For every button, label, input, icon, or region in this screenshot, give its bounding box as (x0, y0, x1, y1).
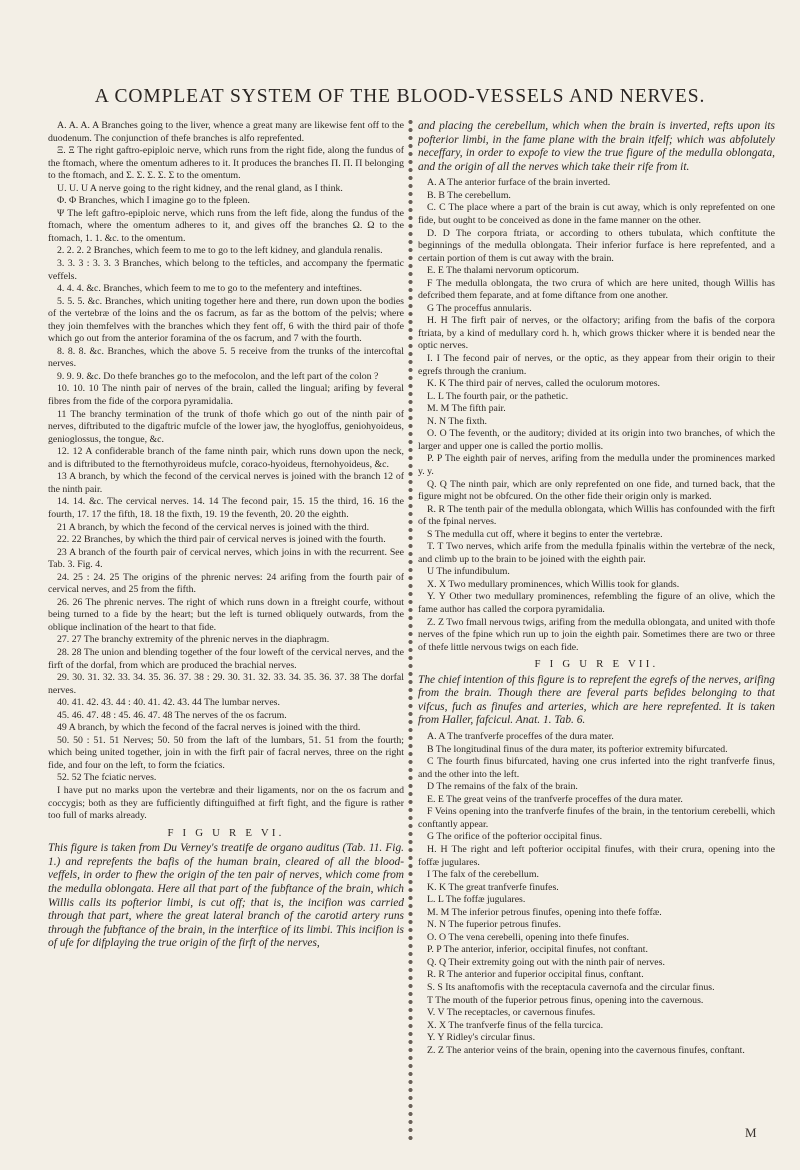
legend-entry: Ξ. Ξ The right gaftro-epiploic nerve, which runs from the right fide, along the fundus of the ftomach, where the omentum adheres to it. It produces the branches Π. Π. Π belonging to the ftomach, and Σ. Σ. Σ. Σ. Σ to the omentum. (48, 145, 404, 182)
figure-6-intro-continued: and placing the cerebellum, which when the brain is inverted, refts upon its pofterior limbi, in the fame plane with the brain itfelf; which was abfolutely neceffary, in order to expofe to view the true figure of the medulla oblongata, and the origin of all the nerves which take their rife from it. (418, 120, 775, 173)
legend-entry: 50. 50 : 51. 51 Nerves; 50. 50 from the laft of the lumbars, 51. 51 from the fourth; which being united together, join in with the firft pair of facral nerves, three on the right fide, and four on the left, to form the fciatics. (48, 734, 404, 771)
figure-7-entry: E. E The great veins of the tranfverfe proceffes of the dura mater. (427, 793, 683, 805)
legend-entry: I have put no marks upon the vertebræ and their ligaments, nor on the os facrum and coccygis; both as they are fufficiently diftinguifhed at firft fight, and the figure is rather too full of marks already. (48, 784, 404, 822)
legend-entry: 29. 30. 31. 32. 33. 34. 35. 36. 37. 38 : 29. 30. 31. 32. 33. 34. 35. 36. 37. 38 The dorfal nerves. (48, 672, 404, 696)
figure-7-legend (418, 731, 775, 1057)
running-header: A COMPLEAT SYSTEM OF THE BLOOD-VESSELS AND NERVES. (94, 86, 706, 107)
figure-6-entry: F The medulla oblongata, the two crura of which are here united, though Willis has defcribed them feparate, and at fome diftance from one another. (418, 277, 775, 302)
figure-6-entry: H. H The firft pair of nerves, or the olfactory; arifing from the bafis of the corpora ftriata, by a kind of medullary cord h. h, which grows thicker where it is bended near the optic nerves. (418, 315, 775, 352)
figure-6-entry: M. M The fifth pair. (427, 403, 506, 415)
figure-7-entry: C The fourth finus bifurcated, having one crus inferted into the right tranfverfe finus, and the other into the left. (418, 756, 775, 780)
figure-7-entry: I The falx of the cerebellum. (427, 869, 539, 881)
legend-entry: Ψ The left gaftro-epiploic nerve, which runs from the left fide, along the fundus of the ftomach, where the omentum adheres to it, and gives off the branches Ω. Ω to the ftomach, 1. 1. &c. to the omentum. (48, 207, 404, 244)
figure-7-entry: R. R The anterior and fuperior occipital finus, conftant. (427, 969, 644, 981)
figure-6-entry: P. P The eighth pair of nerves, arifing from the medulla under the prominences marked y. y. (418, 453, 775, 477)
legend-entry: 45. 46. 47. 48 : 45. 46. 47. 48 The nerves of the os facrum. (57, 709, 287, 721)
figure-7-entry: G The orifice of the pofterior occipital finus. (427, 831, 603, 843)
figure-6-entry: C. C The place where a part of the brain is cut away, which is only reprefented on one fide, but ought to be conceived as done in the fame manner on the other. (418, 202, 775, 227)
figure-6-entry: X. X Two medullary prominences, which Willis took for glands. (427, 578, 680, 590)
left-column-items (48, 120, 404, 823)
legend-entry: 2. 2. 2. 2 Branches, which feem to me to go to the left kidney, and glandula renalis. (57, 245, 383, 257)
figure-6-entry: S The medulla cut off, where it begins to enter the vertebræ. (427, 528, 663, 540)
figure-6-entry: D. D The corpora ftriata, or according to others tubulata, which conftitute the beginnings of the medulla oblongata. Their inferior furface is here reprefented, and a certain portion of them is cut away with the brain. (418, 227, 775, 264)
figure-6-intro: This figure is taken from Du Verney's treatife de organo auditus (Tab. 11. Fig. 1.) and reprefents the bafis of the human brain, cleared of all the blood-veffels, in order to fhew the origin of the ten pair of nerves, which come from the medulla oblongata. Here all that part of the fubftance of the brain, which Willis calls its pofterior limbi, is cut off; that is, the incifion was carried through that part, where the great lateral branch of the carotid artery runs through the fubftance of the brain, in the interftice of its limbi. This incifion is of ufe for difplaying the true origin of the firft of the nerves, (48, 842, 404, 950)
figure-7-entry: X. X The tranfverfe finus of the fella turcica. (427, 1019, 604, 1031)
figure-7-entry: Y. Y Ridley's circular finus. (427, 1032, 536, 1044)
figure-6-legend (418, 177, 775, 654)
figure-6-entry: B. B The cerebellum. (427, 189, 511, 201)
legend-entry: 11 The branchy termination of the trunk of thofe which go out of the ninth pair of nerves, diftributed to the digaftric mufcle of the lower jaw, the hyogloffus, geniohyoideus, genioglossus, the tongue, &c. (48, 408, 404, 445)
figure-6-entry: L. L The fourth pair, or the pathetic. (427, 390, 569, 402)
figure-7-heading: F I G U R E VII. (534, 658, 659, 671)
figure-6-entry: Z. Z Two fmall nervous twigs, arifing from the medulla oblongata, and united with thofe nerves of the fpine which run up to join the eighth pair. Sometimes there are two or three of thefe little nervous twigs on each fide. (418, 616, 775, 653)
legend-entry: Φ. Φ Branches, which I imagine go to the fpleen. (57, 195, 250, 207)
legend-entry: 10. 10. 10 The ninth pair of nerves of the brain, called the lingual; arifing by feveral fibres from the fide of the corpora pyramidalia. (48, 383, 404, 408)
legend-entry: 26. 26 The phrenic nerves. The right of which runs down in a ftreight courfe, without being turned to a fide by the heart; but the left is turned obliquely outwards, from the oblique inclination of the heart to that fide. (48, 596, 404, 633)
legend-entry: 5. 5. 5. &c. Branches, which uniting together here and there, run down upon the bodies of the vertebræ of the loins and the os facrum, as far as the bottom of the pelvis; where they join themfelves with the branches which they fent off, 6 with the third pair of thofe which go out from the anterior foramina of the os facrum, and 7 with the fourth. (48, 295, 404, 345)
figure-7-entry: S. S Its anaftomofis with the receptacula cavernofa and the circular finus. (427, 982, 715, 994)
figure-6-entry: I. I The fecond pair of nerves, or the optic, as they appear from their origin to their egrefs through the cranium. (418, 353, 775, 377)
figure-6-entry: E. E The thalami nervorum opticorum. (427, 265, 579, 277)
figure-7-entry: K. K The great tranfverfe finufes. (427, 881, 559, 893)
figure-7-entry: P. P The anterior, inferior, occipital finufes, not conftant. (427, 944, 648, 956)
figure-6-entry: G The proceffus annularis. (427, 302, 532, 314)
figure-7-entry: M. M The inferior petrous finufes, opening into thefe foffæ. (427, 906, 662, 918)
legend-entry: 13 A branch, by which the fecond of the cervical nerves is joined with the branch 12 of the ninth pair. (48, 471, 404, 495)
legend-entry: 9. 9. 9. &c. Do thefe branches go to the mefocolon, and the left part of the colon ? (57, 370, 379, 382)
figure-6-entry: K. K The third pair of nerves, called the oculorum motores. (427, 378, 660, 390)
legend-entry: 12. 12 A confiderable branch of the fame ninth pair, which runs down upon the neck, and is diftributed to the fternothyroideus mufcle, coraco-hyoideus, fternohyoideus, &c. (48, 446, 404, 470)
figure-7-entry: Q. Q Their extremity going out with the ninth pair of nerves. (427, 956, 665, 968)
legend-entry: 24. 25 : 24. 25 The origins of the phrenic nerves: 24 arifing from the fourth pair of cervical nerves, and 25 from the fifth. (48, 571, 404, 596)
figure-7-entry: H. H The right and left pofterior occipital finufes, with their crura, opening into the foffæ jugulares. (418, 844, 775, 868)
figure-6-entry: N. N The fixth. (427, 415, 487, 427)
legend-entry: 40. 41. 42. 43. 44 : 40. 41. 42. 43. 44 The lumbar nerves. (57, 697, 280, 709)
figure-7-entry: D The remains of the falx of the brain. (427, 781, 578, 793)
figure-6-entry: U The infundibulum. (427, 566, 510, 578)
figure-7-intro: The chief intention of this figure is to reprefent the egrefs of the nerves, arifing from the brain. Though there are feveral parts befides belonging to that vifcus, fuch as finufes and arteries, which are here reprefented. It is taken from Haller, fafcicul. Anat. 1. Tab. 6. (418, 673, 775, 727)
legend-entry: 27. 27 The branchy extremity of the phrenic nerves in the diaphragm. (57, 634, 330, 646)
legend-entry: 52. 52 The fciatic nerves. (57, 772, 157, 784)
legend-entry: 23 A branch of the fourth pair of cervical nerves, which joins in with the recurrent. See Tab. 3. Fig. 4. (48, 546, 404, 571)
figure-7-entry: A. A The tranfverfe proceffes of the dura mater. (427, 731, 614, 743)
figure-7-entry: V. V The receptacles, or cavernous finufes. (427, 1007, 596, 1019)
legend-entry: U. U. U A nerve going to the right kidney, and the renal gland, as I think. (57, 182, 343, 194)
figure-6-entry: Y. Y Other two medullary prominences, refembling the figure of an olive, which the fame author has called the corpora pyramidalia. (418, 591, 775, 615)
catchword: M (745, 1125, 757, 1140)
legend-entry: 14. 14. &c. The cervical nerves. 14. 14 The fecond pair, 15. 15 the third, 16. 16 the fourth, 17. 17 the fifth, 18. 18 the fixth, 19. 19 the feventh, 20. 20 the eighth. (48, 496, 404, 520)
legend-entry: 49 A branch, by which the fecond of the facral nerves is joined with the third. (57, 722, 361, 734)
figure-7-entry: B The longitudinal finus of the dura mater, its pofterior extremity bifurcated. (427, 743, 728, 755)
figure-6-entry: Q. Q The ninth pair, which are only reprefented on one fide, and turned back, that the figure might not be obfcured. On the other fide their origin only is marked. (418, 478, 775, 503)
figure-6-heading: F I G U R E VI. (167, 826, 285, 839)
figure-6-entry: R. R The tenth pair of the medulla oblongata, which Willis has confounded with the firft of the fpinal nerves. (418, 503, 775, 528)
legend-entry: 3. 3. 3 : 3. 3. 3 Branches, which belong to the tefticles, and accompany the fpermatic veffels. (48, 258, 404, 282)
legend-entry: A. A. A. A Branches going to the liver, whence a great many are likewise fent off to the duodenum. The conjunction of thefe branches is alfo reprefented. (48, 120, 404, 144)
figure-7-entry: O. O The vena cerebelli, opening into thefe finufes. (427, 931, 629, 943)
legend-entry: 8. 8. 8. &c. Branches, which the above 5. 5 receive from the trunks of the intercoftal nerves. (48, 345, 404, 370)
legend-entry: 22. 22 Branches, by which the third pair of cervical nerves is joined with the fourth. (57, 534, 386, 546)
ornamental-divider (408, 118, 413, 1143)
figure-6-entry: A. A The anterior furface of the brain inverted. (427, 177, 611, 189)
figure-6-entry: O. O The feventh, or the auditory; divided at its origin into two branches, of which the larger and upper one is called the portio mollis. (418, 428, 775, 452)
right-column (418, 120, 775, 1120)
legend-entry: 21 A branch, by which the fecond of the cervical nerves is joined with the third. (57, 521, 370, 533)
left-column (48, 120, 404, 1120)
figure-7-entry: T The mouth of the fuperior petrous finus, opening into the cavernous. (427, 994, 704, 1006)
figure-7-entry: Z. Z The anterior veins of the brain, opening into the cavernous finufes, conftant. (427, 1044, 745, 1056)
figure-7-entry: N. N The fuperior petrous finufes. (427, 919, 561, 931)
legend-entry: 4. 4. 4. &c. Branches, which feem to me to go to the mefentery and inteftines. (57, 283, 362, 295)
figure-6-entry: T. T Two nerves, which arife from the medulla fpinalis within the vertebræ of the neck, and climb up to the brain to be joined with the eighth pair. (418, 541, 775, 565)
figure-7-entry: L. L The foffæ jugulares. (427, 894, 526, 906)
legend-entry: 28. 28 The union and blending together of the four loweft of the cervical nerves, and the firft of the dorfal, from which are produced the brachial nerves. (48, 646, 404, 671)
figure-7-entry: F Veins opening into the tranfverfe finufes of the brain, in the tentorium cerebelli, which conftantly appear. (418, 806, 775, 830)
